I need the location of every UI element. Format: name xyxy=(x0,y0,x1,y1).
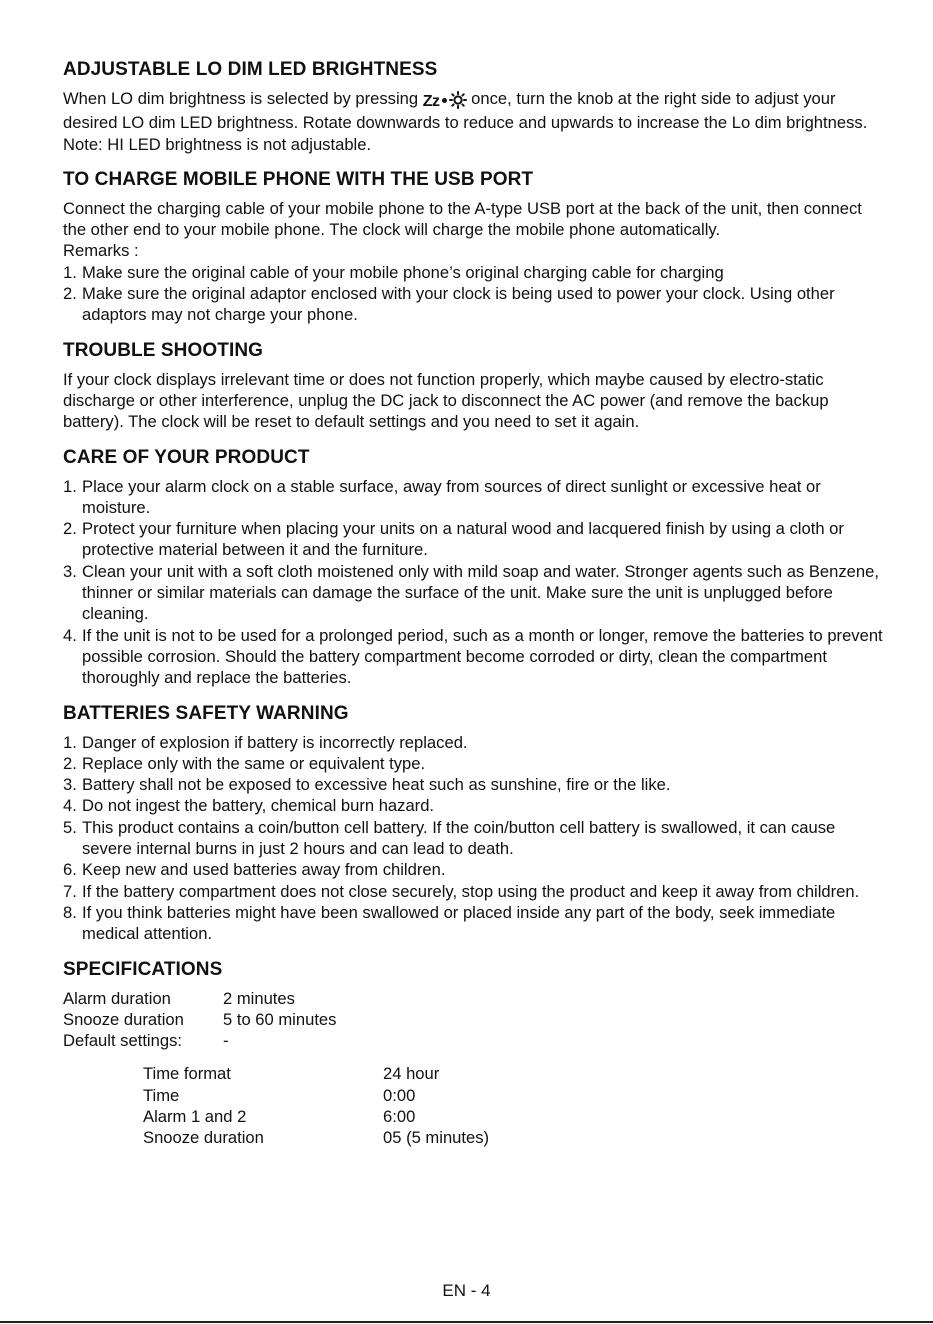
heading-batteries: BATTERIES SAFETY WARNING xyxy=(63,702,349,724)
list-item xyxy=(63,518,883,561)
list-number: 5. xyxy=(63,817,77,837)
list-item xyxy=(63,859,883,880)
list-text: Do not ingest the battery, chemical burn hazard. xyxy=(82,796,435,816)
care-list xyxy=(63,476,883,689)
default-key: Time format xyxy=(143,1064,231,1084)
list-number: 6. xyxy=(63,860,77,880)
list-text: This product contains a coin/button cell battery. If the coin/button cell battery is swallowed, it can cause severe internal burns in just 2 hours and can lead to death. xyxy=(82,817,836,859)
led-text-after: once, turn the knob at the right side to adjust your desired LO dim LED brightness. Rotate downwards to reduce and upwards to increase the Lo dim brightness. xyxy=(63,89,868,133)
default-settings-table xyxy=(63,1063,883,1148)
list-number: 2. xyxy=(63,753,77,773)
table-row xyxy=(143,1106,883,1127)
list-text: If the unit is not to be used for a prolonged period, such as a month or longer, remove the batteries to prevent possible corrosion. Should the battery compartment become corroded or dirty, clean the compartment thoroughly and replace the batteries. xyxy=(82,625,883,688)
list-item xyxy=(63,774,883,795)
list-item xyxy=(63,795,883,816)
default-key: Alarm 1 and 2 xyxy=(143,1106,247,1126)
default-key: Time xyxy=(143,1085,180,1105)
heading-led-brightness: ADJUSTABLE LO DIM LED BRIGHTNESS xyxy=(63,59,438,80)
brightness-sun-icon xyxy=(449,91,467,109)
list-number: 4. xyxy=(63,625,77,645)
led-text-before: When LO dim brightness is selected by pressing xyxy=(63,89,419,108)
list-text: If the battery compartment does not close securely, stop using the product and keep it away from children. xyxy=(82,881,860,901)
heading-trouble-shooting: TROUBLE SHOOTING xyxy=(63,339,264,361)
section-specifications xyxy=(63,957,883,1149)
section-led-brightness xyxy=(63,57,883,155)
usb-remarks-label: Remarks : xyxy=(63,241,139,261)
list-item xyxy=(63,817,883,860)
list-item xyxy=(63,262,883,283)
spec-value: 5 to 60 minutes xyxy=(223,1009,337,1029)
list-item xyxy=(63,753,883,774)
list-number: 8. xyxy=(63,902,77,922)
list-number: 1. xyxy=(63,476,77,496)
list-number: 2. xyxy=(63,284,77,304)
list-number: 2. xyxy=(63,519,77,539)
batteries-list xyxy=(63,732,883,945)
table-row xyxy=(63,988,883,1009)
default-value: 24 hour xyxy=(383,1064,440,1084)
section-usb-charge xyxy=(63,167,883,326)
list-item xyxy=(63,476,883,519)
list-text: Protect your furniture when placing your units on a natural wood and lacquered finish by using a cloth or protective material between it and the furniture. xyxy=(82,519,844,560)
spec-key: Default settings: xyxy=(63,1031,182,1051)
list-text: Make sure the original adaptor enclosed with your clock is being used to power your clock. Using other adaptors may not charge your phone. xyxy=(82,284,835,325)
list-item xyxy=(63,881,883,902)
table-row xyxy=(63,1030,883,1051)
heading-usb-charge: TO CHARGE MOBILE PHONE WITH THE USB PORT xyxy=(63,168,534,190)
snooze-dimmer-button-icon xyxy=(423,90,467,112)
trouble-paragraph: If your clock displays irrelevant time or does not function properly, which maybe caused by electro-static discharge or other interference, unplug the DC jack to disconnect the AC power (and remove the backup battery). The clock will be reset to default settings and you need to set it again. xyxy=(63,369,829,432)
led-note: Note: HI LED brightness is not adjustable. xyxy=(63,134,372,154)
table-row xyxy=(63,1009,883,1030)
section-batteries xyxy=(63,701,883,945)
manual-page xyxy=(63,57,883,1161)
list-item xyxy=(63,283,883,326)
list-item xyxy=(63,625,883,689)
spec-table xyxy=(63,988,883,1052)
zz-icon: Zz xyxy=(422,93,440,110)
spec-key: Snooze duration xyxy=(63,1009,184,1029)
list-text: Place your alarm clock on a stable surface, away from sources of direct sunlight or excessive heat or moisture. xyxy=(82,476,821,517)
list-item xyxy=(63,561,883,625)
list-text: Danger of explosion if battery is incorrectly replaced. xyxy=(82,732,468,752)
list-item xyxy=(63,902,883,945)
table-row xyxy=(143,1063,883,1084)
spec-value: - xyxy=(223,1031,229,1051)
table-row xyxy=(143,1127,883,1148)
default-value: 6:00 xyxy=(383,1106,416,1126)
spec-key: Alarm duration xyxy=(63,988,171,1008)
list-number: 3. xyxy=(63,561,77,581)
table-row xyxy=(143,1085,883,1106)
list-number: 7. xyxy=(63,881,77,901)
heading-specifications: SPECIFICATIONS xyxy=(63,958,223,980)
default-key: Snooze duration xyxy=(143,1128,264,1148)
default-value: 0:00 xyxy=(383,1085,416,1105)
usb-paragraph: Connect the charging cable of your mobile phone to the A-type USB port at the back of the unit, then connect the other end to your mobile phone. The clock will charge the mobile phone automatically. xyxy=(63,198,862,240)
heading-care: CARE OF YOUR PRODUCT xyxy=(63,446,310,468)
dot-icon xyxy=(442,98,447,103)
default-value: 05 (5 minutes) xyxy=(383,1128,490,1148)
bottom-divider xyxy=(0,1321,933,1323)
section-trouble-shooting xyxy=(63,338,883,433)
list-number: 4. xyxy=(63,796,77,816)
list-text: Keep new and used batteries away from children. xyxy=(82,860,446,880)
page-number: EN - 4 xyxy=(442,1281,491,1300)
list-text: Replace only with the same or equivalent type. xyxy=(82,753,426,773)
spec-value: 2 minutes xyxy=(223,988,295,1008)
usb-remarks-list xyxy=(63,262,883,326)
list-number: 1. xyxy=(63,732,77,752)
led-paragraph xyxy=(63,88,883,134)
list-number: 1. xyxy=(63,262,77,282)
list-text: Make sure the original cable of your mobile phone’s original charging cable for charging xyxy=(82,262,724,282)
section-care xyxy=(63,445,883,689)
list-text: Clean your unit with a soft cloth moistened only with mild soap and water. Stronger agents such as Benzene, thinner or similar materials can damage the surface of the unit. Make sure the unit is unplugged before cleaning. xyxy=(82,561,879,624)
list-number: 3. xyxy=(63,775,77,795)
list-text: Battery shall not be exposed to excessive heat such as sunshine, fire or the like. xyxy=(82,775,671,795)
list-item xyxy=(63,732,883,753)
list-text: If you think batteries might have been swallowed or placed inside any part of the body, seek immediate medical attention. xyxy=(82,902,836,944)
